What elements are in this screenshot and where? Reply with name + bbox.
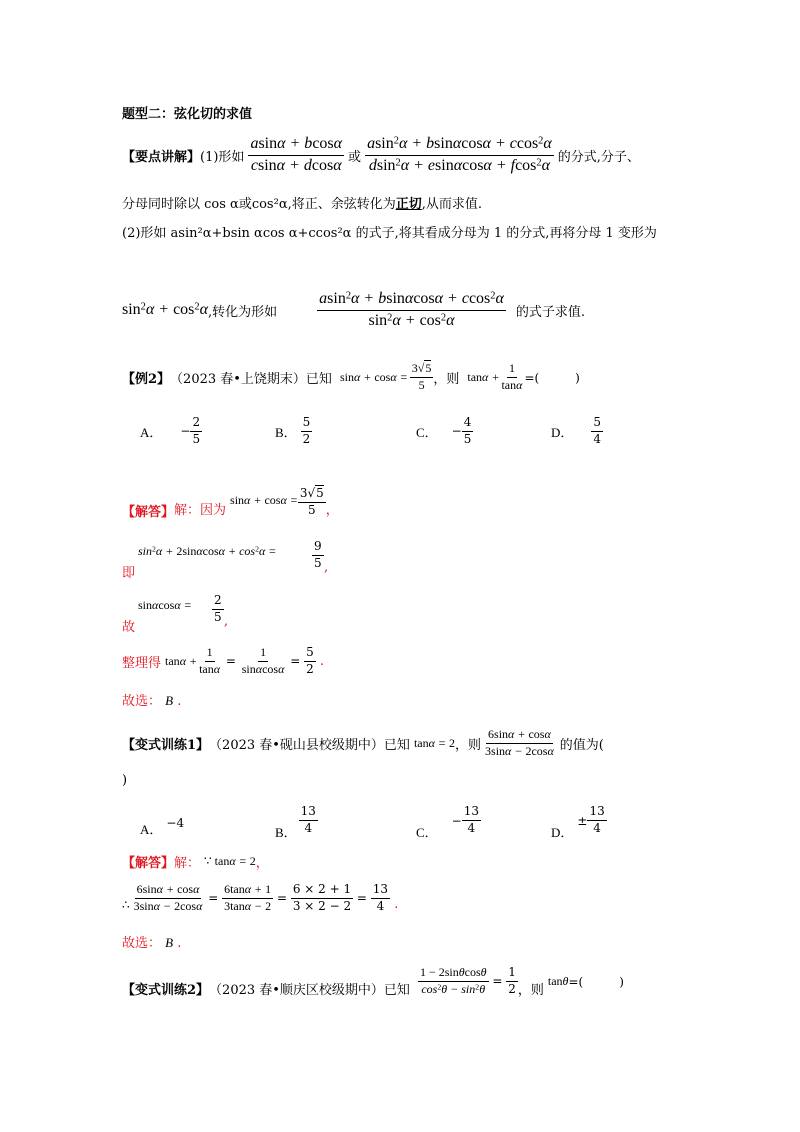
answer-label: 【解答】 (122, 505, 175, 520)
choose-letter: B (165, 693, 174, 708)
choose-period: . (177, 936, 182, 951)
choose-label: 故选： (122, 936, 162, 951)
key-points-text-1b: 的分式,分子、 (557, 149, 640, 165)
solution-fraction-3: $\frac{2}{5}$ (214, 593, 222, 624)
formula-fraction-3: $\frac{asin^2\alpha + bsin\alpha\cos\alpha + ccos^2\alpha}{\sin^2\alpha + \cos^2\alpha}$ (319, 290, 504, 329)
example2-solution-line-4: 整理得 tanα + $\frac{1}{\tan\alpha}$ = $\frac{1}{\sin\alpha\cos\alpha}$ = $\frac{5}{2}$ . (122, 644, 324, 676)
practice2-label: 【变式训练2】 (122, 982, 210, 998)
solution-expr-2: $\sin^2\alpha + 2\sin\alpha\cos\alpha + \cos^2\alpha$ = (138, 544, 277, 558)
formula-sin2-cos2: $\sin^2\alpha + \cos^2\alpha$ (122, 301, 209, 318)
choice-fraction: $\frac{13}{4}$ (300, 804, 316, 835)
formula-fraction-2: $\frac{asin^2\alpha + bsin\alpha\cos\alpha + ccos^2\alpha}{dsin^2\alpha + esin\alpha\cos\alpha + fcos^2\alpha}$ (367, 135, 552, 174)
practice1-choice-a[interactable] (140, 802, 184, 838)
solution-expr-4: tanα + (165, 653, 198, 668)
practice2-given-value: $\frac{1}{2}$ (508, 964, 516, 996)
key-points-text-2c: 的式子求值. (515, 304, 586, 320)
choose-letter: B (165, 935, 174, 950)
example2-paren: =( ) (524, 370, 580, 385)
choice-letter: C． (416, 424, 438, 440)
practice1-question (122, 718, 604, 768)
choice-letter: A． (140, 822, 163, 837)
answer-text: 解：因为 (174, 503, 227, 518)
key-points-text-1c: 分母同时除以 cos α或cos²α,将正、余弦转化为 (122, 197, 396, 212)
choice-sign: − (180, 424, 191, 439)
example2-choice-a[interactable] (140, 416, 202, 447)
choice-letter: D． (551, 424, 574, 440)
choice-fraction: $\frac{4}{5}$ (463, 415, 472, 446)
practice2-paren: =( ) (568, 974, 624, 989)
example2-solution-line-1: 【解答】 解：因为 sinα + cosα = $\frac{3√5}{5}$ ， (122, 486, 339, 520)
choice-fraction: $\frac{2}{5}$ (192, 415, 201, 446)
practice1-then: ，则 (455, 737, 482, 753)
solution-fraction-2: $\frac{9}{5}$ (314, 539, 322, 570)
step-ji: 即 (122, 566, 136, 581)
practice2-question: 【变式训练2】 （2023 春•顺庆区校级期中）已知 $\frac{1 - 2\sin\theta\cos\theta}{\cos^2\theta - \sin^2\theta}$ = $\frac{1}{2}$ ，则 tanθ =( ) (122, 964, 624, 998)
practice2-then: ，则 (517, 982, 544, 998)
example2-given: sinα + cosα = (339, 369, 408, 384)
practice1-given: tanα = 2 (413, 735, 456, 750)
choice-letter: C． (416, 825, 438, 840)
example2-choice-c[interactable] (416, 416, 473, 447)
practice2-given-fraction: $\frac{1 - 2\sin\theta\cos\theta}{\cos^2\theta - \sin^2\theta}$ (419, 964, 487, 996)
choice-sign: − (451, 813, 462, 828)
solution-expr-3: sinαcosα = (138, 598, 192, 612)
example2-label: 【例2】 (122, 371, 171, 387)
choice-letter: B． (275, 825, 297, 840)
example2-choice-d[interactable] (551, 416, 603, 447)
example2-target-fraction: $\frac{1}{\tan\alpha}$ (501, 360, 523, 392)
section-title: 题型二：弦化切的求值 (122, 107, 253, 122)
example2-choose (122, 690, 181, 709)
example2-then: ，则 (433, 371, 460, 387)
key-points-line-2 (122, 193, 482, 212)
solution-fraction-d: $\frac{13}{4}$ (372, 881, 389, 913)
choose-period: . (177, 694, 182, 709)
practice1-target-fraction: $\frac{6\sin\alpha + \cos\alpha}{3\sin\alpha - 2\cos\alpha}$ (485, 726, 554, 758)
key-term-tangent: 正切 (395, 197, 422, 212)
practice1-close: ) (122, 773, 128, 788)
key-points-line-3: (2)形如 asin²α+bsin αcos α+ccos²α 的式子,将其看成分母为 1 的分式,再将分母 1 变形为 (122, 226, 657, 241)
solution-because: ∵ tanα = 2 (204, 854, 256, 868)
solution-fraction-4b: $\frac{1}{\sin\alpha\cos\alpha}$ (241, 644, 285, 676)
choice-sign: − (451, 424, 462, 439)
example2-target: tanα + (467, 369, 500, 384)
key-points-line-1 (122, 130, 640, 180)
answer-label: 【解答】 (122, 856, 175, 871)
solution-fraction-b: $\frac{6\tan\alpha + 1}{3\tan\alpha - 2}$ (224, 881, 272, 913)
practice1-choose (122, 932, 181, 951)
choice-fraction: $\frac{5}{2}$ (302, 415, 311, 446)
key-points-line-4 (122, 285, 585, 335)
choice-fraction: $\frac{13}{4}$ (463, 804, 480, 835)
answer-text: 解： (174, 856, 201, 871)
practice2-source: （2023 春•顺庆区校级期中）已知 (209, 982, 410, 998)
practice1-solution-line-2: ∴ $\frac{6\sin\alpha + \cos\alpha}{3\sin\alpha - 2\cos\alpha}$ = $\frac{6\tan\alpha + 1}{3\tan\alpha - 2}$ = $\frac{6 \times 2 + 1}{3 \times 2 - 2}$ = $\frac{13}{4}$ . (122, 881, 399, 913)
solution-fraction-a: $\frac{6\sin\alpha + \cos\alpha}{3\sin\alpha - 2\cos\alpha}$ (133, 881, 203, 913)
therefore-symbol: ∴ (122, 898, 130, 912)
practice1-source: （2023 春•砚山县校级期中）已知 (209, 737, 410, 753)
example2-choice-b[interactable] (275, 416, 312, 447)
choice-letter: B． (275, 424, 297, 440)
key-points-text-1d: ,从而求值. (421, 197, 483, 212)
solution-fraction: $\frac{3√5}{5}$ (299, 486, 324, 518)
choice-letter: A． (140, 424, 163, 440)
example2-given-fraction: $\frac{3√5}{5}$ (411, 360, 432, 392)
formula-fraction-1: $\frac{asin\alpha + bcos\alpha}{csin\alpha + dcos\alpha}$ (250, 135, 343, 174)
practice1-choice-b[interactable] (275, 800, 318, 841)
example2-question (122, 357, 580, 397)
choice-fraction: $\frac{13}{4}$ (589, 804, 605, 835)
practice1-label: 【变式训练1】 (122, 737, 210, 753)
choice-letter: D． (551, 825, 574, 840)
practice1-solution-line-1: 【解答】 解： ∵ tanα = 2 ， (122, 854, 269, 871)
solution-fraction-4a: $\frac{1}{\tan\alpha}$ (199, 644, 221, 676)
solution-fraction-c: $\frac{6 \times 2 + 1}{3 \times 2 - 2}$ (292, 881, 352, 913)
practice2-target: tanθ (547, 973, 569, 988)
key-points-or: 或 (348, 149, 362, 165)
choice-sign: ± (577, 813, 588, 828)
key-points-text-2b: ,转化为形如 (208, 304, 278, 320)
example2-source: （2023 春•上饶期末）已知 (170, 371, 332, 387)
step-gu: 故 (122, 620, 136, 635)
key-points-text-1a: (1)形如 (200, 149, 245, 165)
solution-fraction-4c: $\frac{5}{2}$ (306, 644, 314, 676)
practice1-choice-d[interactable] (551, 800, 607, 841)
key-points-label: 【要点讲解】 (122, 149, 201, 165)
practice1-choice-c[interactable] (416, 800, 481, 841)
choose-label: 故选： (122, 694, 162, 709)
step-zhengli: 整理得 (122, 655, 162, 671)
solution-expr: sinα + cosα = (230, 493, 298, 507)
choice-value: −4 (166, 816, 185, 830)
choice-fraction: $\frac{5}{4}$ (593, 415, 602, 446)
practice1-tail: 的值为( (559, 737, 604, 753)
